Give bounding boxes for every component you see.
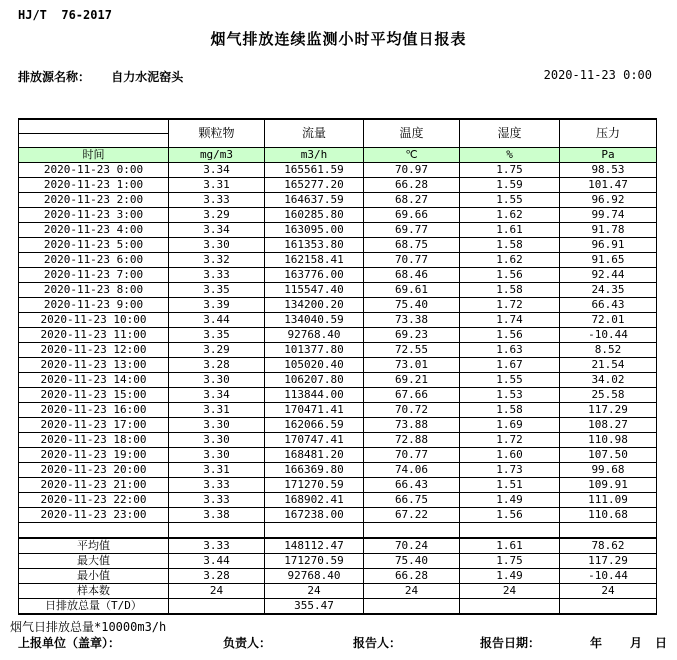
row-time: 2020-11-23 2:00 (19, 193, 169, 208)
row-value: 170471.41 (265, 403, 364, 418)
row-value: 1.60 (460, 448, 560, 463)
summary-value: 70.24 (364, 538, 460, 554)
row-value: 162066.59 (265, 418, 364, 433)
data-row (19, 178, 657, 193)
row-value: 1.67 (460, 358, 560, 373)
row-value: 1.55 (460, 193, 560, 208)
summary-row (19, 538, 657, 554)
reporter-label: 报告人： (353, 636, 402, 650)
row-value: 1.75 (460, 163, 560, 178)
summary-row (19, 599, 657, 615)
spacer-row (19, 523, 657, 539)
row-value: 101377.80 (265, 343, 364, 358)
row-value: 99.68 (560, 463, 657, 478)
summary-label: 日排放总量（T/D） (19, 599, 169, 615)
row-value: 69.23 (364, 328, 460, 343)
row-value: 66.43 (560, 298, 657, 313)
row-value: 91.65 (560, 253, 657, 268)
row-value: 67.66 (364, 388, 460, 403)
row-value: 163095.00 (265, 223, 364, 238)
row-time: 2020-11-23 20:00 (19, 463, 169, 478)
row-value: 1.59 (460, 178, 560, 193)
report-table (18, 118, 657, 615)
row-value: 99.74 (560, 208, 657, 223)
summary-value: 24 (265, 584, 364, 599)
row-value: 1.58 (460, 238, 560, 253)
row-value: 24.35 (560, 283, 657, 298)
row-value: 1.53 (460, 388, 560, 403)
row-value: 69.21 (364, 373, 460, 388)
row-value: 110.68 (560, 508, 657, 523)
row-value: 3.30 (169, 373, 265, 388)
summary-label: 最小值 (19, 569, 169, 584)
summary-value: 24 (169, 584, 265, 599)
report-unit-label: 上报单位（盖章）： (18, 636, 121, 650)
data-row (19, 163, 657, 178)
data-row (19, 253, 657, 268)
column-header-temperature: 温度 (364, 119, 460, 148)
manager-label: 负责人： (223, 636, 272, 650)
row-value: 69.66 (364, 208, 460, 223)
summary-label: 样本数 (19, 584, 169, 599)
row-value: 167238.00 (265, 508, 364, 523)
row-value: 3.33 (169, 478, 265, 493)
row-value: 68.27 (364, 193, 460, 208)
row-value: 3.30 (169, 238, 265, 253)
data-row (19, 223, 657, 238)
row-value: 3.34 (169, 388, 265, 403)
row-value: -10.44 (560, 328, 657, 343)
report-date-label: 报告日期： (480, 636, 541, 650)
data-row (19, 268, 657, 283)
row-value: 96.91 (560, 238, 657, 253)
row-value: 170747.41 (265, 433, 364, 448)
row-value: 73.38 (364, 313, 460, 328)
row-value: 1.58 (460, 403, 560, 418)
row-value: 1.58 (460, 283, 560, 298)
summary-value: 1.61 (460, 538, 560, 554)
data-row (19, 238, 657, 253)
row-value: 1.72 (460, 298, 560, 313)
summary-value: 24 (460, 584, 560, 599)
row-value: 166369.80 (265, 463, 364, 478)
row-value: 98.53 (560, 163, 657, 178)
row-value: 164637.59 (265, 193, 364, 208)
data-row (19, 313, 657, 328)
row-value: 72.01 (560, 313, 657, 328)
data-row (19, 283, 657, 298)
row-value: 73.01 (364, 358, 460, 373)
row-time: 2020-11-23 19:00 (19, 448, 169, 463)
row-value: 3.33 (169, 493, 265, 508)
summary-value: 117.29 (560, 554, 657, 569)
row-value: 3.30 (169, 448, 265, 463)
time-header: 时间 (19, 148, 169, 163)
row-value: 70.97 (364, 163, 460, 178)
spacer-cell (265, 523, 364, 539)
row-value: 165277.20 (265, 178, 364, 193)
summary-value: 171270.59 (265, 554, 364, 569)
row-value: 3.29 (169, 208, 265, 223)
row-value: 70.72 (364, 403, 460, 418)
column-header-humidity: 湿度 (460, 119, 560, 148)
column-header-flow: 流量 (265, 119, 364, 148)
day-label: 日 (654, 636, 667, 650)
unit-header-row (19, 148, 657, 163)
blank-split (19, 120, 168, 147)
row-value: 134040.59 (265, 313, 364, 328)
row-value: 68.46 (364, 268, 460, 283)
summary-value: 1.49 (460, 569, 560, 584)
row-value: 1.49 (460, 493, 560, 508)
row-value: 96.92 (560, 193, 657, 208)
row-value: 3.31 (169, 463, 265, 478)
summary-value: 24 (364, 584, 460, 599)
row-time: 2020-11-23 21:00 (19, 478, 169, 493)
row-value: 68.75 (364, 238, 460, 253)
row-value: 66.28 (364, 178, 460, 193)
row-time: 2020-11-23 6:00 (19, 253, 169, 268)
data-row (19, 478, 657, 493)
summary-row (19, 569, 657, 584)
row-value: 91.78 (560, 223, 657, 238)
summary-value (460, 599, 560, 615)
unit-particulate: mg/m3 (169, 148, 265, 163)
summary-label: 平均值 (19, 538, 169, 554)
row-value: 69.77 (364, 223, 460, 238)
spacer-cell (460, 523, 560, 539)
doc-code: HJ/T 76-2017 (18, 8, 112, 22)
row-time: 2020-11-23 11:00 (19, 328, 169, 343)
summary-value: 24 (560, 584, 657, 599)
row-value: 3.35 (169, 328, 265, 343)
summary-row (19, 584, 657, 599)
data-row (19, 418, 657, 433)
row-value: 69.61 (364, 283, 460, 298)
row-value: 1.74 (460, 313, 560, 328)
row-value: 1.61 (460, 223, 560, 238)
summary-value: 3.44 (169, 554, 265, 569)
summary-value: 3.33 (169, 538, 265, 554)
row-value: 72.88 (364, 433, 460, 448)
summary-value: -10.44 (560, 569, 657, 584)
row-value: 108.27 (560, 418, 657, 433)
row-time: 2020-11-23 17:00 (19, 418, 169, 433)
row-value: 1.72 (460, 433, 560, 448)
row-time: 2020-11-23 12:00 (19, 343, 169, 358)
row-value: 3.31 (169, 403, 265, 418)
row-value: 25.58 (560, 388, 657, 403)
row-value: 1.56 (460, 328, 560, 343)
row-value: 3.33 (169, 268, 265, 283)
row-time: 2020-11-23 13:00 (19, 358, 169, 373)
row-value: 111.09 (560, 493, 657, 508)
row-value: 107.50 (560, 448, 657, 463)
unit-temperature: ℃ (364, 148, 460, 163)
total-emission-note: 烟气日排放总量*10000m3/h (10, 620, 167, 634)
row-value: 1.51 (460, 478, 560, 493)
row-value: 3.34 (169, 223, 265, 238)
row-value: 92768.40 (265, 328, 364, 343)
row-value: 8.52 (560, 343, 657, 358)
row-time: 2020-11-23 3:00 (19, 208, 169, 223)
row-value: 3.44 (169, 313, 265, 328)
row-time: 2020-11-23 15:00 (19, 388, 169, 403)
row-value: 66.43 (364, 478, 460, 493)
row-value: 134200.20 (265, 298, 364, 313)
summary-value: 355.47 (265, 599, 364, 615)
row-time: 2020-11-23 4:00 (19, 223, 169, 238)
row-time: 2020-11-23 22:00 (19, 493, 169, 508)
column-header-particulate: 颗粒物 (169, 119, 265, 148)
source-row (18, 68, 656, 85)
row-value: 34.02 (560, 373, 657, 388)
row-time: 2020-11-23 9:00 (19, 298, 169, 313)
data-row (19, 298, 657, 313)
data-row (19, 508, 657, 523)
column-header-row (19, 119, 657, 148)
summary-value (364, 599, 460, 615)
summary-value: 3.28 (169, 569, 265, 584)
data-row (19, 328, 657, 343)
summary-row (19, 554, 657, 569)
data-row (19, 343, 657, 358)
row-value: 110.98 (560, 433, 657, 448)
data-row (19, 358, 657, 373)
row-time: 2020-11-23 8:00 (19, 283, 169, 298)
row-value: 75.40 (364, 298, 460, 313)
row-value: 1.56 (460, 508, 560, 523)
row-value: 161353.80 (265, 238, 364, 253)
summary-value: 78.62 (560, 538, 657, 554)
row-value: 3.29 (169, 343, 265, 358)
row-value: 163776.00 (265, 268, 364, 283)
row-value: 3.39 (169, 298, 265, 313)
row-value: 168902.41 (265, 493, 364, 508)
signature-row (18, 634, 667, 650)
row-value: 113844.00 (265, 388, 364, 403)
unit-humidity: % (460, 148, 560, 163)
row-time: 2020-11-23 1:00 (19, 178, 169, 193)
row-value: 106207.80 (265, 373, 364, 388)
row-value: 70.77 (364, 253, 460, 268)
row-value: 67.22 (364, 508, 460, 523)
summary-value: 66.28 (364, 569, 460, 584)
row-value: 109.91 (560, 478, 657, 493)
row-value: 3.34 (169, 163, 265, 178)
row-value: 3.32 (169, 253, 265, 268)
row-value: 70.77 (364, 448, 460, 463)
spacer-cell (19, 523, 169, 539)
data-row (19, 433, 657, 448)
unit-pressure: Pa (560, 148, 657, 163)
row-value: 3.38 (169, 508, 265, 523)
row-time: 2020-11-23 18:00 (19, 433, 169, 448)
summary-value: 148112.47 (265, 538, 364, 554)
summary-value: 1.75 (460, 554, 560, 569)
row-value: 3.35 (169, 283, 265, 298)
row-value: 3.30 (169, 418, 265, 433)
report-time: 2020-11-23 0:00 (543, 68, 652, 82)
row-value: 1.55 (460, 373, 560, 388)
row-time: 2020-11-23 5:00 (19, 238, 169, 253)
row-value: 162158.41 (265, 253, 364, 268)
row-value: 1.62 (460, 253, 560, 268)
row-value: 21.54 (560, 358, 657, 373)
row-value: 171270.59 (265, 478, 364, 493)
spacer-cell (364, 523, 460, 539)
data-row (19, 373, 657, 388)
row-value: 73.88 (364, 418, 460, 433)
row-value: 1.63 (460, 343, 560, 358)
column-header-pressure: 压力 (560, 119, 657, 148)
row-value: 1.56 (460, 268, 560, 283)
spacer-cell (169, 523, 265, 539)
month-label: 月 (630, 636, 643, 650)
row-value: 74.06 (364, 463, 460, 478)
row-value: 117.29 (560, 403, 657, 418)
data-row (19, 463, 657, 478)
row-time: 2020-11-23 16:00 (19, 403, 169, 418)
row-value: 3.28 (169, 358, 265, 373)
summary-value (560, 599, 657, 615)
row-value: 1.73 (460, 463, 560, 478)
row-value: 115547.40 (265, 283, 364, 298)
data-row (19, 208, 657, 223)
row-time: 2020-11-23 10:00 (19, 313, 169, 328)
time-header-blank-cell (19, 119, 169, 148)
row-value: 3.33 (169, 193, 265, 208)
row-time: 2020-11-23 23:00 (19, 508, 169, 523)
row-value: 168481.20 (265, 448, 364, 463)
row-value: 3.31 (169, 178, 265, 193)
row-value: 1.62 (460, 208, 560, 223)
data-row (19, 403, 657, 418)
row-value: 1.69 (460, 418, 560, 433)
row-value: 160285.80 (265, 208, 364, 223)
row-value: 165561.59 (265, 163, 364, 178)
data-row (19, 193, 657, 208)
data-row (19, 493, 657, 508)
row-value: 3.30 (169, 433, 265, 448)
page-title: 烟气排放连续监测小时平均值日报表 (210, 30, 467, 48)
row-time: 2020-11-23 7:00 (19, 268, 169, 283)
row-value: 105020.40 (265, 358, 364, 373)
year-label: 年 (590, 636, 603, 650)
summary-value: 92768.40 (265, 569, 364, 584)
unit-flow: m3/h (265, 148, 364, 163)
data-row (19, 448, 657, 463)
summary-value (169, 599, 265, 615)
summary-value: 75.40 (364, 554, 460, 569)
summary-label: 最大值 (19, 554, 169, 569)
row-value: 66.75 (364, 493, 460, 508)
row-time: 2020-11-23 14:00 (19, 373, 169, 388)
spacer-cell (560, 523, 657, 539)
row-value: 72.55 (364, 343, 460, 358)
row-value: 101.47 (560, 178, 657, 193)
row-time: 2020-11-23 0:00 (19, 163, 169, 178)
data-row (19, 388, 657, 403)
source-name-value: 自力水泥窑头 (111, 70, 184, 84)
source-name-label: 排放源名称： (18, 70, 91, 84)
row-value: 92.44 (560, 268, 657, 283)
